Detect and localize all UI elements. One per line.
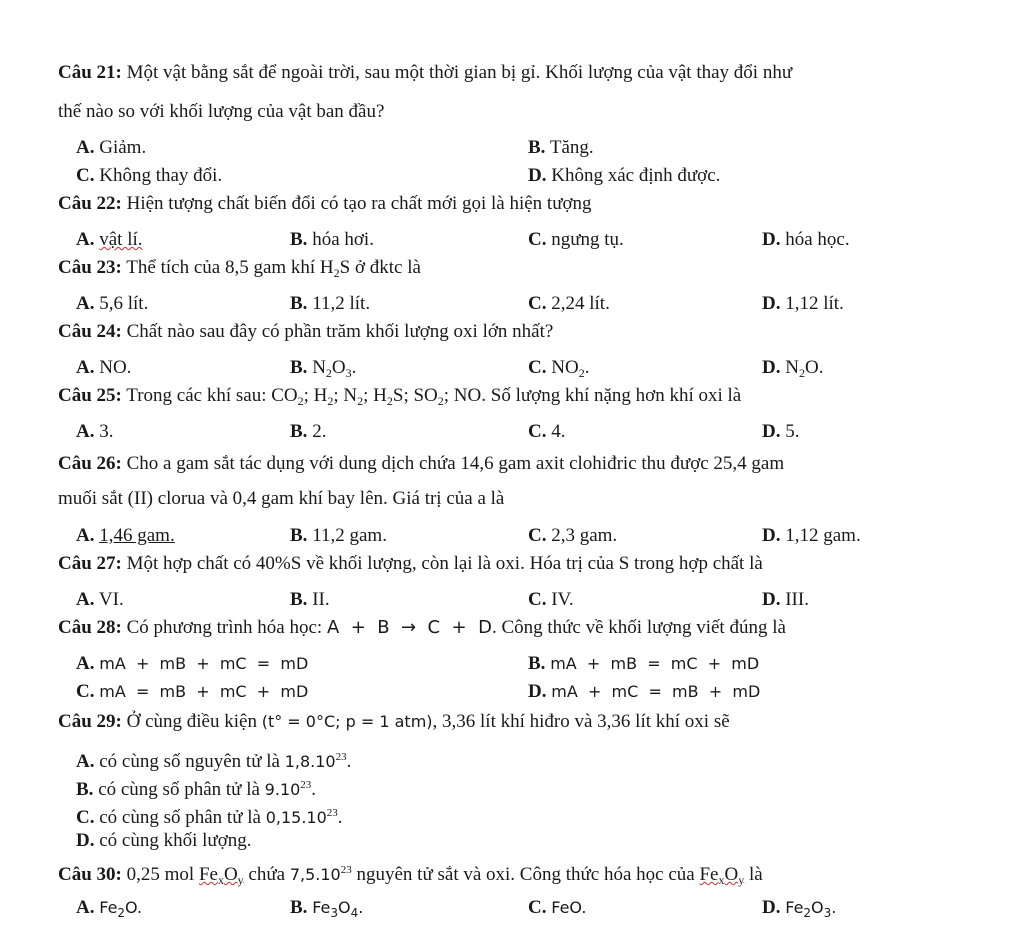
question-26-cont [58, 487, 504, 511]
option-26-d[interactable]: D. 1,12 gam. [762, 525, 861, 546]
question-number: Câu 23: [58, 257, 122, 278]
option-26-b[interactable]: B. 11,2 gam. [290, 525, 387, 546]
option-25-b[interactable]: B. 2. [290, 421, 327, 442]
option-28-d[interactable]: D. mA + mC = mB + mD [528, 681, 761, 702]
option-28-b[interactable]: B. mA + mB = mC + mD [528, 653, 760, 674]
question-number: Câu 21: [58, 62, 122, 83]
option-21-a[interactable]: A. Giảm. [76, 137, 147, 158]
question-30 [58, 858, 763, 892]
question-number: Câu 29: [58, 711, 122, 732]
option-29-b[interactable]: B. có cùng số phân tử là 9.10$^{23}$. [76, 779, 317, 800]
option-21-b[interactable]: B. Tăng. [528, 137, 594, 158]
question-23 [58, 256, 421, 285]
question-text: Có phương trình hóa học: A + B → C + D. Công thức về khối lượng viết đúng là [126, 617, 786, 638]
option-23-a[interactable]: A. 5,6 lít. [76, 293, 149, 314]
option-22-d[interactable]: D. hóa học. [762, 229, 850, 250]
option-24-b[interactable]: B. $N_2O_3$. [290, 357, 357, 380]
question-number: Câu 25: [58, 385, 122, 406]
option-26-a[interactable]: A. 1,46 gam. [76, 525, 175, 546]
question-text: Thể tích của 8,5 gam khí $H_2S$ ở đktc là [126, 257, 421, 280]
question-25 [58, 384, 741, 413]
option-26-c[interactable]: C. 2,3 gam. [528, 525, 618, 546]
question-21 [58, 61, 792, 85]
option-29-d[interactable]: D. có cùng khối lượng. [76, 830, 252, 851]
option-28-c[interactable]: C. mA = mB + mC + mD [76, 681, 309, 702]
option-23-b[interactable]: B. 11,2 lít. [290, 293, 371, 314]
question-text: Chất nào sau đây có phần trăm khối lượng oxi lớn nhất? [126, 321, 554, 342]
option-22-b[interactable]: B. hóa hơi. [290, 229, 374, 250]
question-text: muối sắt (II) clorua và 0,4 gam khí bay lên. Giá trị của a là [58, 488, 505, 509]
option-25-d[interactable]: D. 5. [762, 421, 800, 442]
question-number: Câu 26: [58, 453, 122, 474]
question-29 [58, 710, 730, 734]
question-22 [58, 192, 592, 216]
question-text: Một vật bằng sắt để ngoài trời, sau một thời gian bị gỉ. Khối lượng của vật thay đổi như [126, 62, 793, 83]
question-number: Câu 27: [58, 553, 122, 574]
option-24-a[interactable]: A. NO. [76, 357, 132, 378]
question-text: Cho a gam sắt tác dụng với dung dịch chứa 14,6 gam axit clohiđric thu được 25,4 gam [126, 453, 785, 474]
question-number: Câu 30: [58, 864, 122, 885]
option-27-d[interactable]: D. III. [762, 589, 809, 610]
option-22-a[interactable]: A. vật lí. [76, 229, 143, 250]
option-28-a[interactable]: A. mA + mB + mC = mD [76, 653, 309, 674]
question-text: Trong các khí sau: $CO_2$; $H_2$; $N_2$; $H_2S$; $SO_2$; NO. Số lượng khí nặng hơn khí oxi là [126, 385, 742, 408]
question-number: Câu 28: [58, 617, 122, 638]
option-23-c[interactable]: C. 2,24 lít. [528, 293, 610, 314]
option-23-d[interactable]: D. 1,12 lít. [762, 293, 844, 314]
question-text: Một hợp chất có 40%S về khối lượng, còn lại là oxi. Hóa trị của S trong hợp chất là [126, 553, 763, 574]
option-27-a[interactable]: A. VI. [76, 589, 124, 610]
question-text: 0,25 mol $Fe_xO_y$ chứa 7,5.10$^{23}$ nguyên tử sắt và oxi. Công thức hóa học của $Fe_xO_y$ là [126, 864, 763, 887]
equation: A + B → C + D [326, 617, 492, 638]
question-number: Câu 24: [58, 321, 122, 342]
question-27 [58, 552, 763, 576]
option-22-c[interactable]: C. ngưng tụ. [528, 229, 624, 250]
option-29-c[interactable]: C. có cùng số phân tử là 0,15.10$^{23}$. [76, 807, 343, 828]
option-27-c[interactable]: C. IV. [528, 589, 574, 610]
option-25-c[interactable]: C. 4. [528, 421, 566, 442]
option-29-a[interactable]: A. có cùng số nguyên tử là 1,8.10$^{23}$. [76, 751, 352, 772]
option-30-b[interactable]: B. $Fe_3O_4$. [290, 897, 364, 920]
option-30-d[interactable]: D. $Fe_2O_3$. [762, 897, 837, 920]
question-text: Ở cùng điều kiện (t° = 0°C; p = 1 atm), 3,36 lít khí hiđro và 3,36 lít khí oxi sẽ [126, 711, 730, 732]
option-21-d[interactable]: D. Không xác định được. [528, 165, 721, 186]
question-24 [58, 320, 553, 344]
question-21-cont [58, 100, 384, 124]
option-21-c[interactable]: C. Không thay đổi. [76, 165, 223, 186]
question-26 [58, 452, 784, 476]
option-25-a[interactable]: A. 3. [76, 421, 114, 442]
option-30-c[interactable]: C. FeO. [528, 897, 587, 918]
question-number: Câu 22: [58, 193, 122, 214]
option-24-c[interactable]: C. $NO_2$. [528, 357, 590, 380]
option-30-a[interactable]: A. $Fe_2O$. [76, 897, 143, 920]
question-text: thế nào so với khối lượng của vật ban đầu? [58, 101, 385, 122]
question-text: Hiện tượng chất biến đổi có tạo ra chất mới gọi là hiện tượng [126, 193, 592, 214]
question-28 [58, 616, 786, 640]
option-24-d[interactable]: D. $N_2O$. [762, 357, 824, 380]
option-27-b[interactable]: B. II. [290, 589, 330, 610]
